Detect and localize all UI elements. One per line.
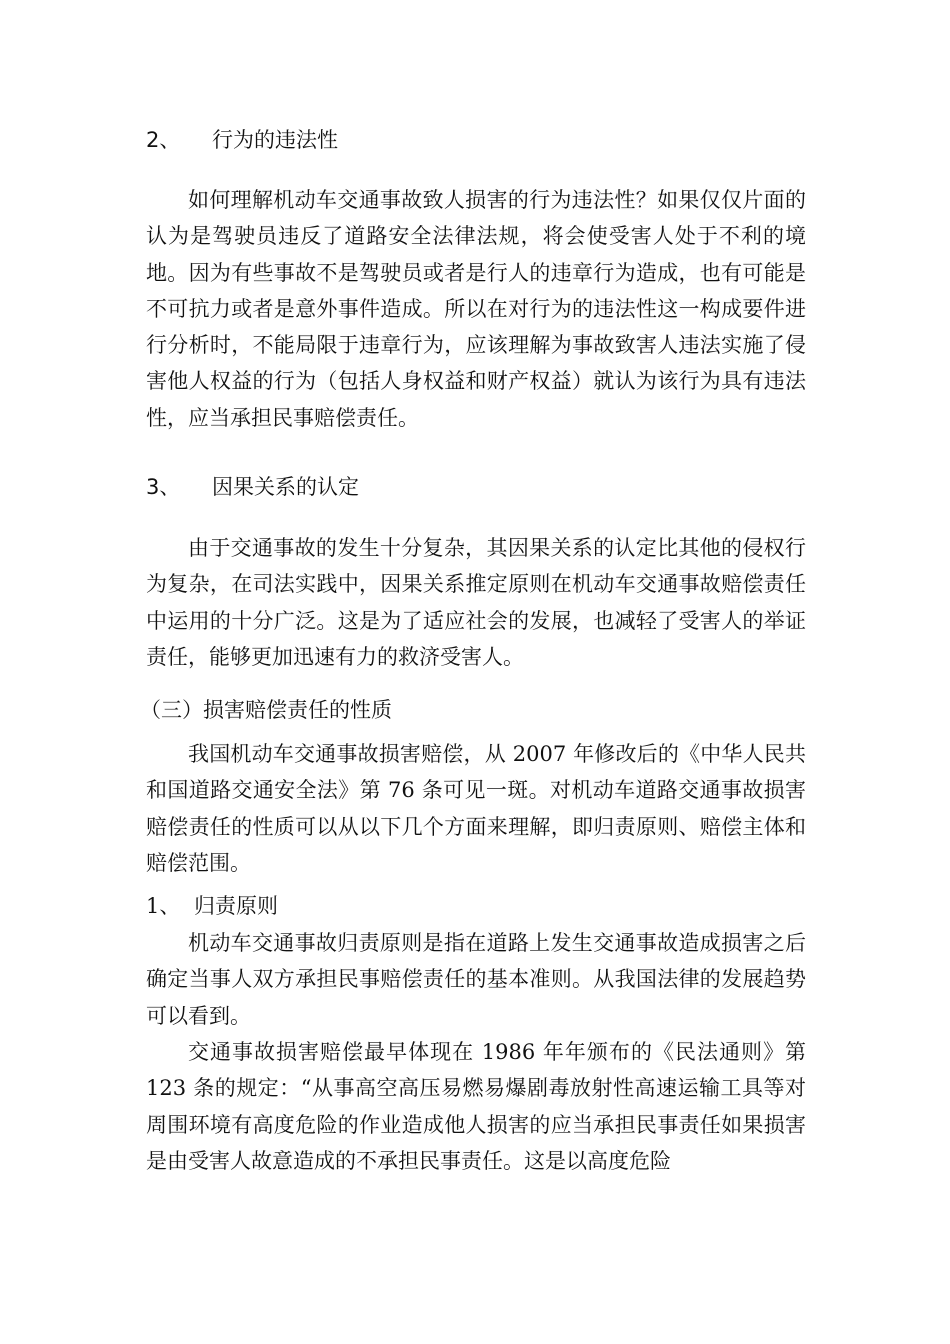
- paragraph-causation: 由于交通事故的发生十分复杂，其因果关系的认定比其他的侵权行为复杂，在司法实践中，因果关系推定原则在机动车交通事故赔偿责任中运用的十分广泛。这是为了适应社会的发展，也减轻了受害人的举证责任，能够更加迅速有力的救济受害人。: [146, 536, 806, 669]
- paragraph-nature: 我国机动车交通事故损害赔偿，从 2007 年修改后的《中华人民共和国道路交通安全法》第 76 条可见一斑。对机动车道路交通事故损害赔偿责任的性质可以从以下几个方面来理解，即归责原则、赔偿主体和赔偿范围。: [146, 742, 806, 875]
- section-number: 2、: [146, 128, 181, 152]
- section-title: 行为的违法性: [212, 128, 338, 152]
- section-number: 1、: [146, 894, 181, 918]
- section-heading-1: [146, 891, 278, 921]
- section-title: 归责原则: [194, 894, 278, 918]
- section-number: 3、: [146, 475, 181, 499]
- part-heading: （三）损害赔偿责任的性质: [140, 698, 392, 722]
- paragraph-illegality: 如何理解机动车交通事故致人损害的行为违法性？如果仅仅片面的认为是驾驶员违反了道路安全法律法规，将会使受害人处于不利的境地。因为有些事故不是驾驶员或者是行人的违章行为造成，也有可能是不可抗力或者是意外事件造成。所以在对行为的违法性这一构成要件进行分析时，不能局限于违章行为，应该理解为事故致害人违法实施了侵害他人权益的行为（包括人身权益和财产权益）就认为该行为具有违法性，应当承担民事赔偿责任。: [146, 188, 806, 430]
- paragraph-principle: 机动车交通事故归责原则是指在道路上发生交通事故造成损害之后确定当事人双方承担民事赔偿责任的基本准则。从我国法律的发展趋势可以看到。: [146, 931, 806, 1028]
- section-heading-3: [146, 472, 359, 502]
- section-heading-2: [146, 125, 338, 155]
- paragraph-history: 交通事故损害赔偿最早体现在 1986 年年颁布的《民法通则》第 123 条的规定：“从事高空高压易燃易爆剧毒放射性高速运输工具等对周围环境有高度危险的作业造成他人损害的应当承担民事责任如果损害是由受害人故意造成的不承担民事责任。这是以高度危险: [146, 1040, 806, 1173]
- section-title: 因果关系的认定: [212, 475, 359, 499]
